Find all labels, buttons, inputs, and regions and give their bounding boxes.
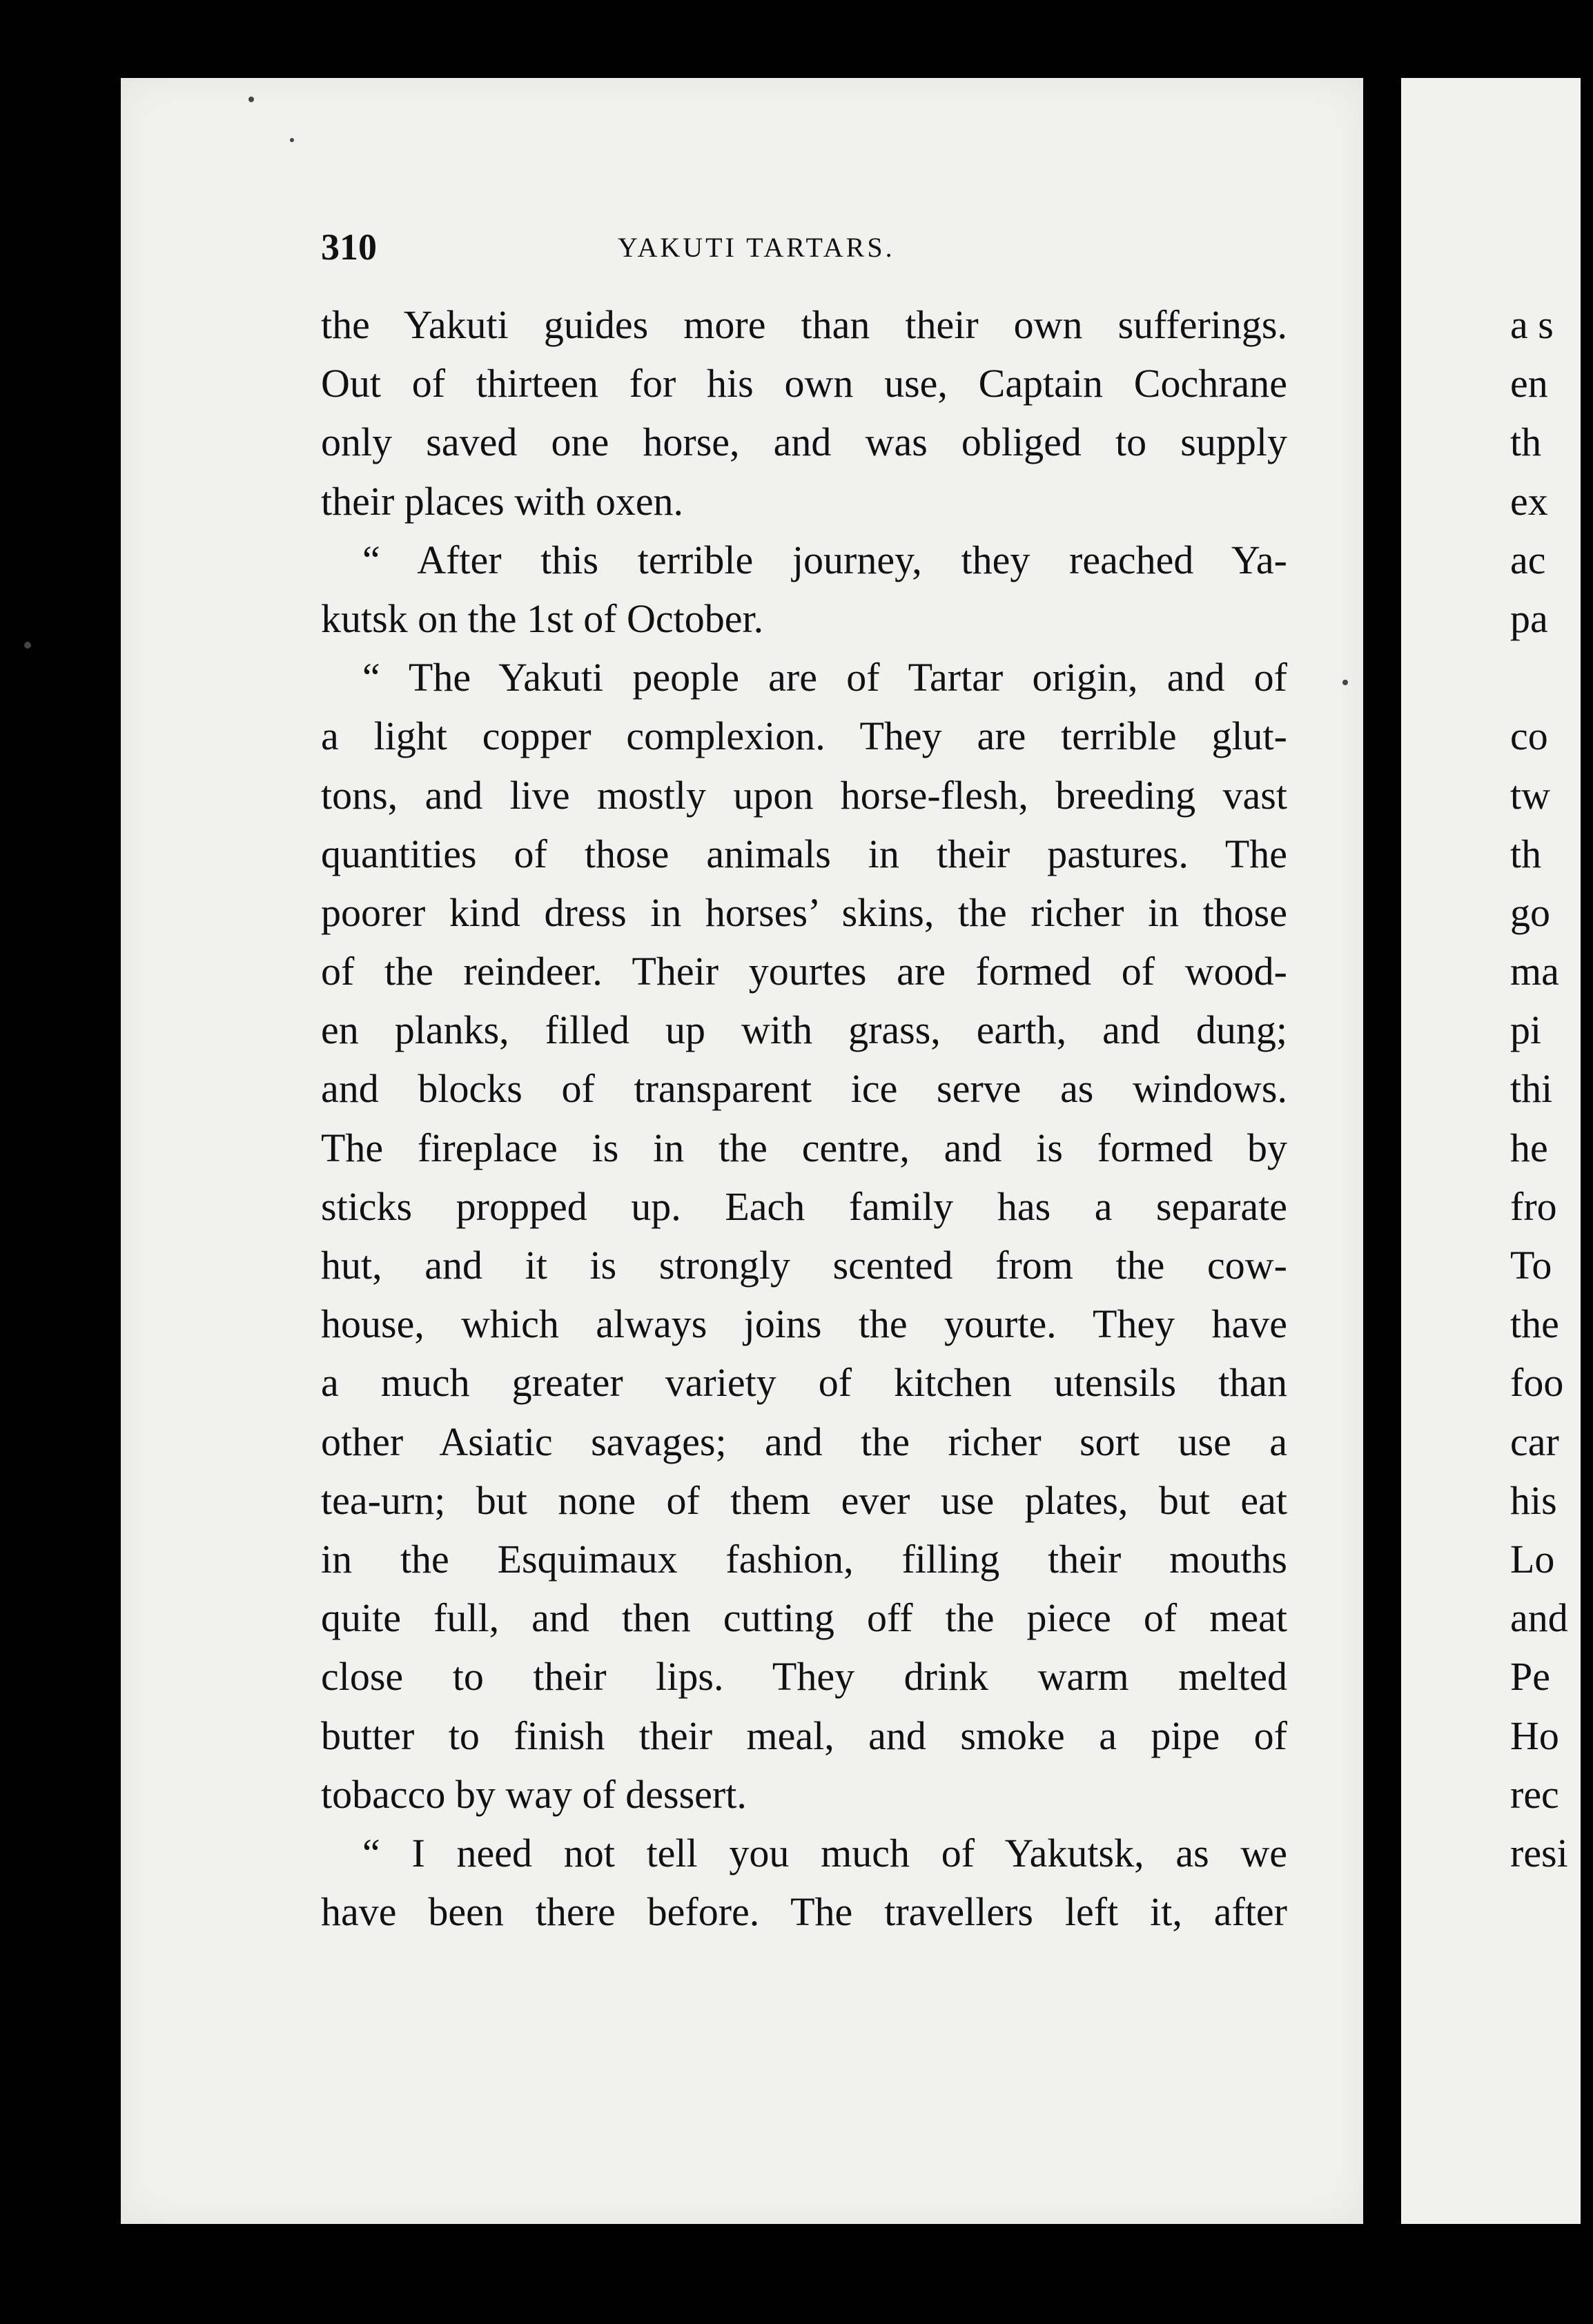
text-line: in the Esquimaux fashion, filling their mouths — [321, 1536, 1287, 1582]
text-line: “ After this terrible journey, they reached Ya- — [362, 537, 1287, 582]
text-line: tons, and live mostly upon horse-flesh, breeding vast — [321, 772, 1287, 818]
facing-page-fragment: co — [1510, 713, 1548, 759]
paper-speck — [248, 97, 254, 102]
text-line: The fireplace is in the centre, and is formed by — [321, 1125, 1287, 1170]
facing-page-fragment: rec — [1510, 1771, 1559, 1817]
facing-page-text-fragments — [1510, 295, 1593, 1882]
facing-page-fragment: go — [1510, 889, 1550, 935]
facing-page-fragment: a s — [1510, 302, 1554, 347]
text-line: house, which always joins the yourte. They have — [321, 1301, 1287, 1347]
text-line: a much greater variety of kitchen utensils than — [321, 1360, 1287, 1406]
text-line: of the reindeer. Their yourtes are formed of wood- — [321, 949, 1287, 994]
text-line: their places with oxen. — [321, 478, 684, 524]
facing-page-fragment: his — [1510, 1477, 1557, 1523]
facing-page-fragment: pi — [1510, 1007, 1542, 1053]
facing-page-fragment: ma — [1510, 949, 1559, 994]
text-line: “ I need not tell you much of Yakutsk, as we — [362, 1830, 1287, 1875]
text-line: close to their lips. They drink warm melted — [321, 1654, 1287, 1700]
text-line: butter to finish their meal, and smoke a pipe of — [321, 1713, 1287, 1758]
facing-page-fragment: the — [1510, 1301, 1559, 1347]
facing-page-fragment: Pe — [1510, 1654, 1550, 1700]
text-line: tobacco by way of dessert. — [321, 1771, 747, 1817]
text-line: quantities of those animals in their pastures. The — [321, 831, 1287, 876]
facing-page-fragment: and — [1510, 1595, 1568, 1641]
text-line: en planks, filled up with grass, earth, and dung; — [321, 1007, 1287, 1053]
facing-page-fragment: ac — [1510, 537, 1546, 582]
text-line: hut, and it is strongly scented from the cow- — [321, 1243, 1287, 1288]
facing-page-fragment: Lo — [1510, 1536, 1555, 1582]
text-line: quite full, and then cutting off the piece of meat — [321, 1595, 1287, 1641]
book-gutter — [1363, 69, 1401, 2236]
facing-page-fragment: To — [1510, 1243, 1552, 1288]
facing-page-fragment: he — [1510, 1125, 1548, 1170]
text-line: kutsk on the 1st of October. — [321, 595, 764, 641]
text-line: and blocks of transparent ice serve as windows. — [321, 1066, 1287, 1112]
text-line: poorer kind dress in horses’ skins, the richer in those — [321, 889, 1287, 935]
running-header — [321, 226, 1287, 273]
facing-page-fragment: tw — [1510, 772, 1550, 818]
facing-page-fragment: Ho — [1510, 1713, 1559, 1758]
paper-speck — [1342, 680, 1348, 685]
body-text — [321, 295, 1287, 1941]
paper-speck — [290, 138, 294, 142]
text-line: tea-urn; but none of them ever use plates, but eat — [321, 1477, 1287, 1523]
facing-page-fragment: pa — [1510, 595, 1548, 641]
facing-page-fragment: thi — [1510, 1066, 1553, 1112]
facing-page-fragment: th — [1510, 831, 1542, 876]
facing-page-fragment: foo — [1510, 1360, 1564, 1406]
text-line: have been there before. The travellers left it, after — [321, 1889, 1287, 1935]
text-line: other Asiatic savages; and the richer sort use a — [321, 1419, 1287, 1464]
text-line: “ The Yakuti people are of Tartar origin, and of — [362, 655, 1287, 700]
text-line: sticks propped up. Each family has a separate — [321, 1183, 1287, 1229]
running-title: YAKUTI TARTARS. — [618, 232, 895, 263]
facing-page-fragment: ex — [1510, 478, 1548, 524]
text-line: Out of thirteen for his own use, Captain Cochrane — [321, 361, 1287, 406]
facing-page-fragment — [1510, 648, 1593, 707]
page-number: 310 — [321, 226, 377, 268]
facing-page-fragment: en — [1510, 361, 1548, 406]
facing-page-fragment: resi — [1510, 1830, 1568, 1875]
text-line: only saved one horse, and was obliged to supply — [321, 420, 1287, 465]
facing-page-fragment: car — [1510, 1419, 1559, 1464]
facing-page-fragment: th — [1510, 420, 1542, 465]
text-line: a light copper complexion. They are terrible glut- — [321, 713, 1287, 759]
facing-page-fragment: fro — [1510, 1183, 1557, 1229]
text-line: the Yakuti guides more than their own sufferings. — [321, 302, 1287, 347]
paper-speck — [24, 642, 31, 649]
